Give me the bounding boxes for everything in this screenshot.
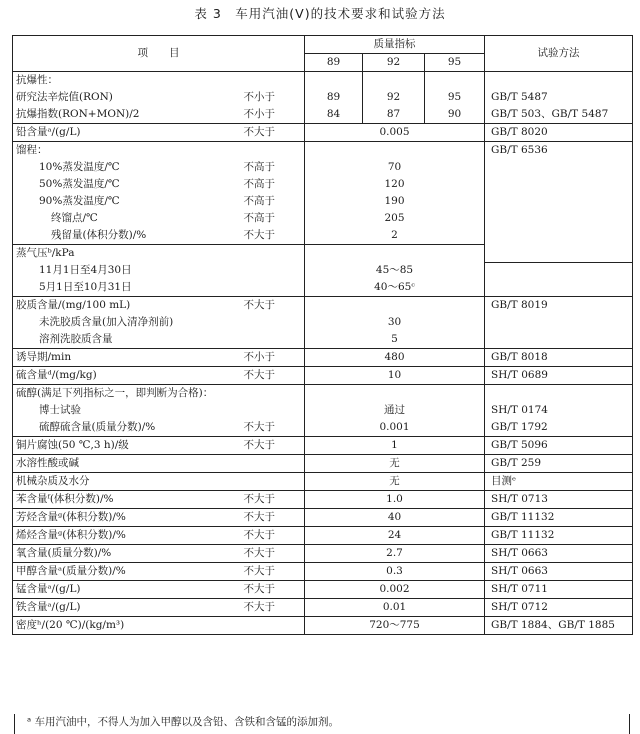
header-item: 项 目	[13, 36, 305, 72]
aromatics-value: 40	[305, 509, 485, 527]
induction-label: 诱导期/min	[13, 349, 241, 367]
induction-cond: 不小于	[241, 349, 305, 367]
antiknock-label: 抗爆性：	[13, 72, 305, 90]
table-row	[13, 367, 633, 385]
gum1-value: 30	[305, 314, 485, 331]
aki-95: 90	[425, 106, 485, 124]
table-row	[13, 509, 633, 527]
olefins-value: 24	[305, 527, 485, 545]
acid-method: GB/T 259	[485, 455, 633, 473]
ron-89: 89	[305, 89, 363, 106]
induction-method: GB/T 8018	[485, 349, 633, 367]
benzene-cond: 不大于	[241, 491, 305, 509]
aromatics-label: 芳烃含量ᵍ(体积分数)/%	[13, 509, 241, 527]
induction-value: 480	[305, 349, 485, 367]
d90-cond: 不高于	[241, 193, 305, 210]
dist-label: 馏程：	[13, 142, 305, 160]
sulfur-label: 硫含量ᵈ/(mg/kg)	[13, 367, 241, 385]
table-row	[13, 297, 633, 315]
fbp-cond: 不高于	[241, 210, 305, 227]
methanol-method: SH/T 0663	[485, 563, 633, 581]
d50-value: 120	[305, 176, 485, 193]
aromatics-cond: 不大于	[241, 509, 305, 527]
fbp-value: 205	[305, 210, 485, 227]
oxygen-method: SH/T 0663	[485, 545, 633, 563]
d10-label: 10%蒸发温度/℃	[13, 159, 241, 176]
vp1-label: 11月1日至4月30日	[13, 262, 305, 279]
doctor-label: 博士试验	[13, 402, 305, 419]
d90-value: 190	[305, 193, 485, 210]
table-row	[13, 72, 633, 90]
benzene-label: 苯含量ᶠ(体积分数)/%	[13, 491, 241, 509]
mercs-label: 硫醇硫含量(质量分数)/%	[13, 419, 241, 437]
table-row	[13, 402, 633, 419]
lead-value: 0.005	[305, 124, 485, 142]
manganese-cond: 不大于	[241, 581, 305, 599]
dist-method: GB/T 6536	[485, 142, 633, 263]
methanol-cond: 不大于	[241, 563, 305, 581]
table-row	[13, 419, 633, 437]
table-row	[13, 279, 633, 297]
table-row	[13, 617, 633, 635]
lead-method: GB/T 8020	[485, 124, 633, 142]
d10-cond: 不高于	[241, 159, 305, 176]
footnote: ᵃ 车用汽油中，不得人为加入甲醇以及含铅、含铁和含锰的添加剂。	[14, 714, 630, 734]
table-row	[13, 385, 633, 403]
d90-label: 90%蒸发温度/℃	[13, 193, 241, 210]
gum1-label: 未洗胶质含量(加入清净剂前)	[13, 314, 305, 331]
oxygen-cond: 不大于	[241, 545, 305, 563]
vp1-value: 45～85	[305, 262, 485, 279]
copper-value: 1	[305, 437, 485, 455]
benzene-method: SH/T 0713	[485, 491, 633, 509]
lead-cond: 不大于	[241, 124, 305, 142]
vp-label: 蒸气压ᵇ/kPa	[13, 245, 305, 263]
table-row	[13, 106, 633, 124]
table-row	[13, 599, 633, 617]
olefins-method: GB/T 11132	[485, 527, 633, 545]
copper-label: 铜片腐蚀(50 ℃,3 h)/级	[13, 437, 241, 455]
mercs-cond: 不大于	[241, 419, 305, 437]
olefins-label: 烯烃含量ᵍ(体积分数)/%	[13, 527, 241, 545]
aki-92: 87	[363, 106, 425, 124]
manganese-value: 0.002	[305, 581, 485, 599]
header-row	[13, 36, 633, 54]
ron-92: 92	[363, 89, 425, 106]
table-row	[13, 455, 633, 473]
density-method: GB/T 1884、GB/T 1885	[485, 617, 633, 635]
gum2-label: 溶剂洗胶质含量	[13, 331, 305, 349]
aki-label: 抗爆指数(RON+MON)/2	[13, 106, 241, 124]
acid-label: 水溶性酸或碱	[13, 455, 305, 473]
density-label: 密度ʰ/(20 ℃)/(kg/m³)	[13, 617, 305, 635]
manganese-label: 锰含量ᵃ/(g/L)	[13, 581, 241, 599]
table-row	[13, 527, 633, 545]
aki-method: GB/T 503、GB/T 5487	[485, 106, 633, 124]
table-row	[13, 349, 633, 367]
table-row	[13, 89, 633, 106]
d10-value: 70	[305, 159, 485, 176]
table-row	[13, 473, 633, 491]
table-row	[13, 581, 633, 599]
ron-95: 95	[425, 89, 485, 106]
aromatics-method: GB/T 11132	[485, 509, 633, 527]
res-cond: 不大于	[241, 227, 305, 245]
gum-label: 胶质含量/(mg/100 mL)	[13, 297, 241, 315]
gum-cond: 不大于	[241, 297, 305, 315]
aki-89: 84	[305, 106, 363, 124]
gum2-value: 5	[305, 331, 485, 349]
lead-label: 铅含量ᵃ/(g/L)	[13, 124, 241, 142]
grade-92: 92	[363, 54, 425, 72]
table-row	[13, 262, 633, 279]
copper-method: GB/T 5096	[485, 437, 633, 455]
doctor-method: SH/T 0174	[485, 402, 633, 419]
header-quality: 质量指标	[305, 36, 485, 54]
mercaptan-label: 硫醇(满足下列指标之一，即判断为合格)：	[13, 385, 305, 403]
ron-cond: 不小于	[241, 89, 305, 106]
aki-cond: 不小于	[241, 106, 305, 124]
density-value: 720～775	[305, 617, 485, 635]
vp2-label: 5月1日至10月31日	[13, 279, 305, 297]
iron-cond: 不大于	[241, 599, 305, 617]
vp2-value: 40～65ᶜ	[305, 279, 485, 297]
table-row	[13, 545, 633, 563]
sulfur-method: SH/T 0689	[485, 367, 633, 385]
table-row	[13, 142, 633, 160]
table-row	[13, 491, 633, 509]
acid-value: 无	[305, 455, 485, 473]
grade-89: 89	[305, 54, 363, 72]
ron-label: 研究法辛烷值(RON)	[13, 89, 241, 106]
sulfur-value: 10	[305, 367, 485, 385]
mercs-method: GB/T 1792	[485, 419, 633, 437]
olefins-cond: 不大于	[241, 527, 305, 545]
copper-cond: 不大于	[241, 437, 305, 455]
table-title: 表 3 车用汽油(Ⅴ)的技术要求和试验方法	[194, 6, 446, 21]
oxygen-label: 氧含量(质量分数)/%	[13, 545, 241, 563]
methanol-label: 甲醇含量ᵃ(质量分数)/%	[13, 563, 241, 581]
iron-label: 铁含量ᵃ/(g/L)	[13, 599, 241, 617]
mech-method: 目测ᵉ	[485, 473, 633, 491]
header-method: 试验方法	[485, 36, 633, 72]
mercs-value: 0.001	[305, 419, 485, 437]
iron-value: 0.01	[305, 599, 485, 617]
grade-95: 95	[425, 54, 485, 72]
ron-method: GB/T 5487	[485, 89, 633, 106]
mech-label: 机械杂质及水分	[13, 473, 305, 491]
table-row	[13, 437, 633, 455]
d50-label: 50%蒸发温度/℃	[13, 176, 241, 193]
spec-table	[12, 35, 633, 635]
manganese-method: SH/T 0711	[485, 581, 633, 599]
table-row	[13, 563, 633, 581]
mech-value: 无	[305, 473, 485, 491]
iron-method: SH/T 0712	[485, 599, 633, 617]
gum-method: GB/T 8019	[485, 297, 633, 349]
methanol-value: 0.3	[305, 563, 485, 581]
doctor-value: 通过	[305, 402, 485, 419]
res-value: 2	[305, 227, 485, 245]
benzene-value: 1.0	[305, 491, 485, 509]
sulfur-cond: 不大于	[241, 367, 305, 385]
table-row	[13, 124, 633, 142]
d50-cond: 不高于	[241, 176, 305, 193]
oxygen-value: 2.7	[305, 545, 485, 563]
fbp-label: 终馏点/℃	[13, 210, 241, 227]
res-label: 残留量(体积分数)/%	[13, 227, 241, 245]
